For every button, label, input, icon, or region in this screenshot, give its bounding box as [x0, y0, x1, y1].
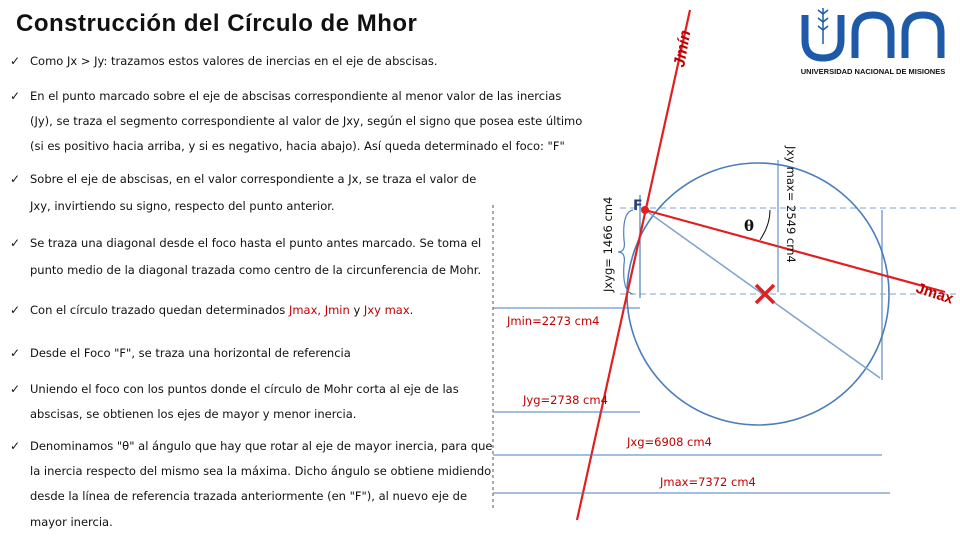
check-icon: ✓ [10, 172, 21, 186]
check-icon: ✓ [10, 439, 21, 453]
jmin-value-label: Jmin=2273 cm4 [507, 314, 600, 328]
jmin-axis-label: Jmín [671, 28, 695, 69]
bullet-text: En el punto marcado sobre el eje de abscisas correspondiente al menor valor de las inercias [30, 89, 562, 103]
theta-arc [760, 210, 770, 240]
bullet-text: Se traza una diagonal desde el foco hasta el punto antes marcado. Se toma el [30, 236, 482, 250]
bullet-text: punto medio de la diagonal trazada como centro de la circunferencia de Mohr. [30, 263, 482, 277]
focus-label: F [633, 198, 643, 214]
jyg-value-label: Jyg=2738 cm4 [523, 393, 608, 407]
bullet-text: la inercia respecto del mismo sea la máxima. Dicho ángulo se obtiene midiendo [30, 464, 492, 478]
bullet-text: Uniendo el foco con los puntos donde el círculo de Mohr corta al eje de las [30, 382, 459, 396]
unm-logo-icon [785, 0, 960, 82]
bullet-text: (Jy), se traza el segmento correspondiente al valor de Jxy, según el signo que posea este último [30, 114, 583, 128]
bullet-text: (si es positivo hacia arriba, y si es negativo, hacia abajo). Así queda determinado el foco: "F" [30, 139, 565, 153]
theta-label: θ [744, 217, 755, 235]
jxg-value-label: Jxg=6908 cm4 [627, 435, 712, 449]
logo-text: UNIVERSIDAD NACIONAL DE MISIONES [800, 67, 946, 76]
jmax-value-label: Jmax=7372 cm4 [660, 475, 756, 489]
university-logo [785, 0, 960, 82]
bullet-text: Desde el Foco "F", se traza una horizontal de referencia [30, 346, 351, 360]
bullet-text: Con el círculo trazado quedan determinados Jmax, Jmin y Jxy max. [30, 303, 414, 317]
mohr-circle [627, 163, 889, 425]
bullet-text: Denominamos "θ" al ángulo que hay que rotar al eje de mayor inercia, para que [30, 439, 493, 453]
check-icon: ✓ [10, 236, 21, 250]
bullet-text: Como Jx > Jy: trazamos estos valores de inercias en el eje de abscisas. [30, 54, 438, 68]
bullet-text: desde la línea de referencia trazada anteriormente (en "F"), al nuevo eje de [30, 489, 468, 503]
bullet-text: Sobre el eje de abscisas, en el valor correspondiente a Jx, se traza el valor de [30, 172, 477, 186]
bullet-text: Jxy, invirtiendo su signo, respecto del punto anterior. [30, 199, 335, 213]
bullet-text: abscisas, se obtienen los ejes de mayor y menor inercia. [30, 407, 357, 421]
bullet-text: mayor inercia. [30, 515, 113, 529]
page-title: Construcción del Círculo de Mhor [16, 10, 418, 37]
jmax-axis-label: Jmax [913, 279, 956, 308]
check-icon: ✓ [10, 346, 21, 360]
jxyg-label: Jxyg= 1466 cm4 [601, 196, 615, 292]
check-icon: ✓ [10, 54, 21, 68]
check-icon: ✓ [10, 89, 21, 103]
check-icon: ✓ [10, 303, 21, 317]
jxymax-label: Jxy max= 2549 cm4 [784, 146, 798, 263]
check-icon: ✓ [10, 382, 21, 396]
